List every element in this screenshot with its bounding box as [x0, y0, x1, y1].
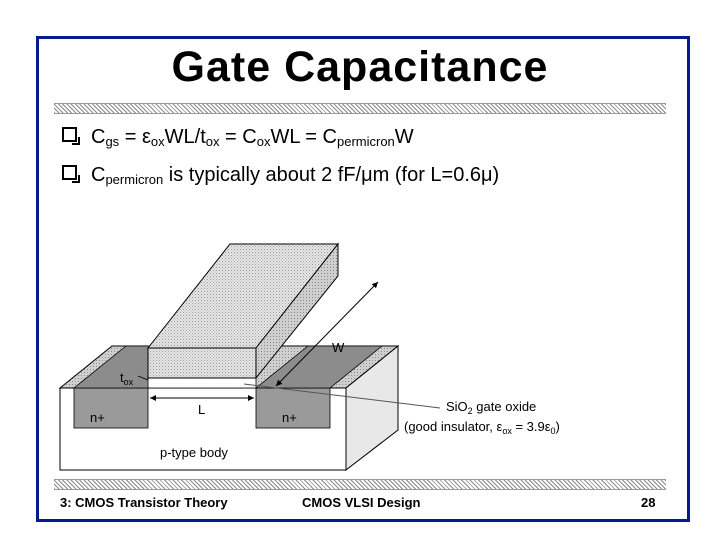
bullet-1-text: $C_{gs} = \varepsilon_{ox}WL/t_{ox} = C_{ox}WL = C_{permicron}W$: [91, 126, 414, 149]
w-label: W: [332, 340, 345, 355]
footer-title: CMOS VLSI Design: [302, 495, 421, 510]
n-plus-left-region: [74, 388, 148, 428]
oxide-label-line1: SiO$_2$ gate oxide: [446, 399, 537, 416]
oxide-label-line2: (good insulator, $\varepsilon_{ox} = 3.9\varepsilon_0$): [404, 419, 560, 436]
p-type-body-label: p-type body: [160, 445, 228, 460]
l-label: L: [198, 402, 206, 417]
footer-course: 3: CMOS Transistor Theory: [60, 495, 228, 510]
footer-page-number: 28: [641, 495, 656, 510]
bullet-2-text: $C_{permicron}$ is typically about 2 fF/μm (for L=0.6μ): [91, 164, 500, 187]
bottom-divider-bar: [54, 479, 666, 490]
tox-label: $t_{ox}$: [120, 370, 134, 387]
slide-title: Gate Capacitance: [171, 43, 549, 91]
n-plus-right-label: n+: [282, 410, 297, 425]
n-plus-left-label: n+: [90, 410, 105, 425]
